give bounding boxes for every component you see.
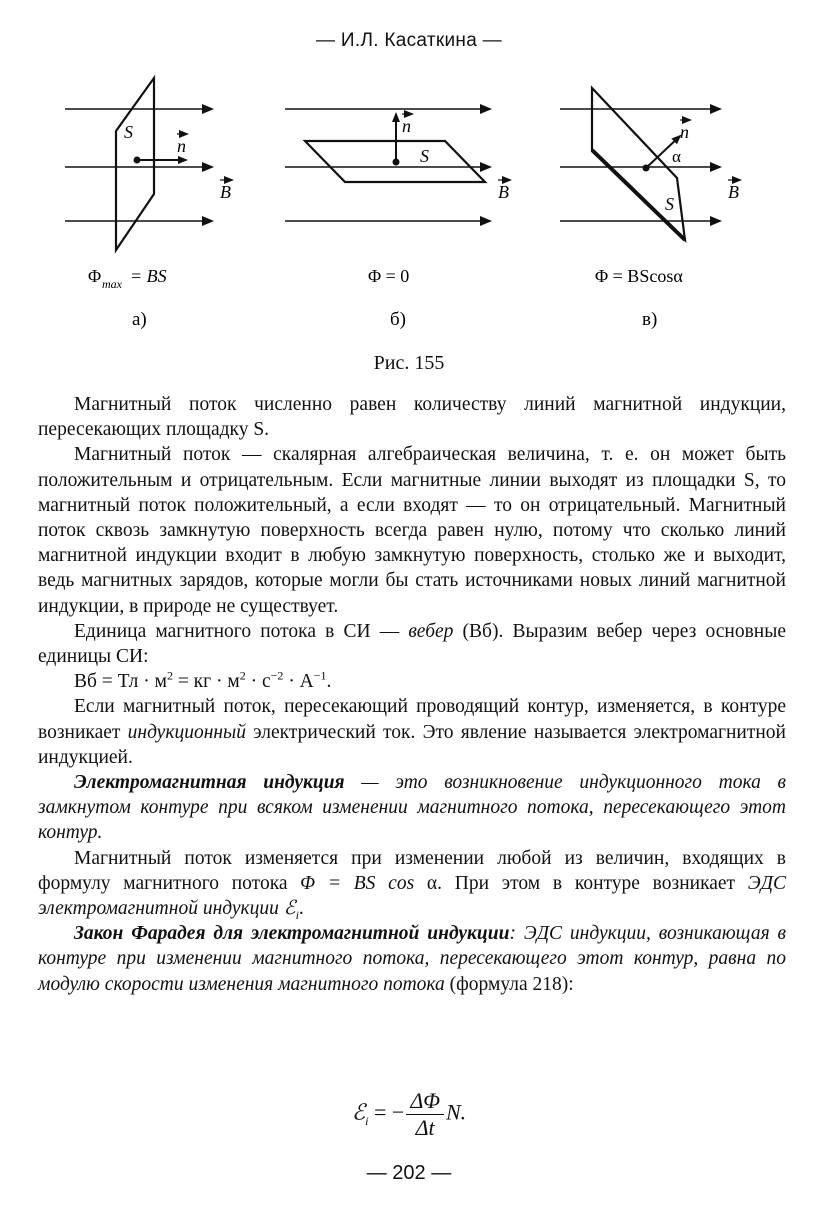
formula-a-sub: max xyxy=(102,277,122,291)
faraday-formula: ℰ$_i$ = − $\frac{\Delta\Phi}{\Delta t}$ N. xyxy=(351,1088,467,1140)
panel-b xyxy=(285,109,510,330)
figure-caption: Рис. 155 xyxy=(373,352,445,374)
label-b: B xyxy=(728,182,739,202)
label-s: S xyxy=(665,194,674,214)
label-n: n xyxy=(680,122,689,142)
panel-c xyxy=(560,88,740,330)
paragraph-definition: Электромагнитная индукция — это возникновение индукционного тока в замкнутом контуре при всяком изменении магнитного потока, пересекающего этот контур. xyxy=(38,772,786,844)
panel-letter-c: в) xyxy=(642,309,658,330)
page-number: — 202 — xyxy=(366,1162,452,1184)
paragraph-2: Магнитный поток — скалярная алгебраическая величина, т. е. он может быть положительным и отрицательным. Если магнитные линии выходят из площадки S, то магнитный поток положительный, а если входят — то он отрицательный. Магнитный поток сквозь замкнутую поверхность всегда равен нулю, потому что сколько линий магнитной индукции входит в любую замкнутую поверхность, столько же и выходит, ведь магнитных зарядов, которые могли бы стать источниками новых линий магнитной индукции, в природе не существует. xyxy=(38,444,786,617)
paragraph-faraday: Закон Фарадея для электромагнитной индукции: ЭДС индукции, возникающая в контуре при изменении магнитного потока, пересекающего этот контур, равна по модулю скорости изменения магнитного потока (формула 218): xyxy=(38,923,786,995)
figure-155 xyxy=(40,70,780,350)
formula-a-rest: = BS xyxy=(130,266,167,286)
formula-a-phi: Φ xyxy=(88,266,102,286)
panel-a xyxy=(65,78,232,330)
paragraph-3: Единица магнитного потока в СИ — вебер (Вб). Выразим вебер через основные единицы СИ: xyxy=(38,620,786,668)
panel-letter-a: а) xyxy=(132,309,147,330)
label-alpha: α xyxy=(672,147,681,166)
label-n: n xyxy=(402,116,411,136)
label-s: S xyxy=(124,122,133,142)
formula-c: Φ = BScosα xyxy=(595,266,683,286)
label-b: B xyxy=(220,182,231,202)
formula-b: Φ = 0 xyxy=(368,266,410,286)
running-header: — И.Л. Касаткина — xyxy=(316,30,502,51)
label-b: B xyxy=(498,182,509,202)
label-n: n xyxy=(177,136,186,156)
fraction: $\frac{\Delta\Phi}{\Delta t}$ xyxy=(406,1088,444,1141)
paragraph-1: Магнитный поток численно равен количеству линий магнитной индукции, пересекающих площадку S. xyxy=(38,394,786,441)
panel-letter-b: б) xyxy=(390,309,406,330)
field-lines xyxy=(560,109,720,221)
paragraph-units: Вб = Тл · $м^2$ = кг · $м^2 \cdot с^{-2} \cdot А^{-1}$. xyxy=(74,668,332,693)
paragraph-7: Магнитный поток изменяется при изменении любой из величин, входящих в формулу магнитного потока Φ = BS cos α. При этом в контуре возникает ЭДС электромагнитной индукции ℰ$_i$. xyxy=(38,847,787,922)
surface-plane xyxy=(116,78,154,250)
body-text xyxy=(38,392,786,997)
paragraph-5: Если магнитный поток, пересекающий проводящий контур, изменяется, в контуре возникает индукционный электрический ток. Это явление называется электромагнитной индукцией. xyxy=(38,696,786,768)
label-s: S xyxy=(420,146,429,166)
field-lines xyxy=(285,109,490,221)
field-lines xyxy=(65,109,212,221)
